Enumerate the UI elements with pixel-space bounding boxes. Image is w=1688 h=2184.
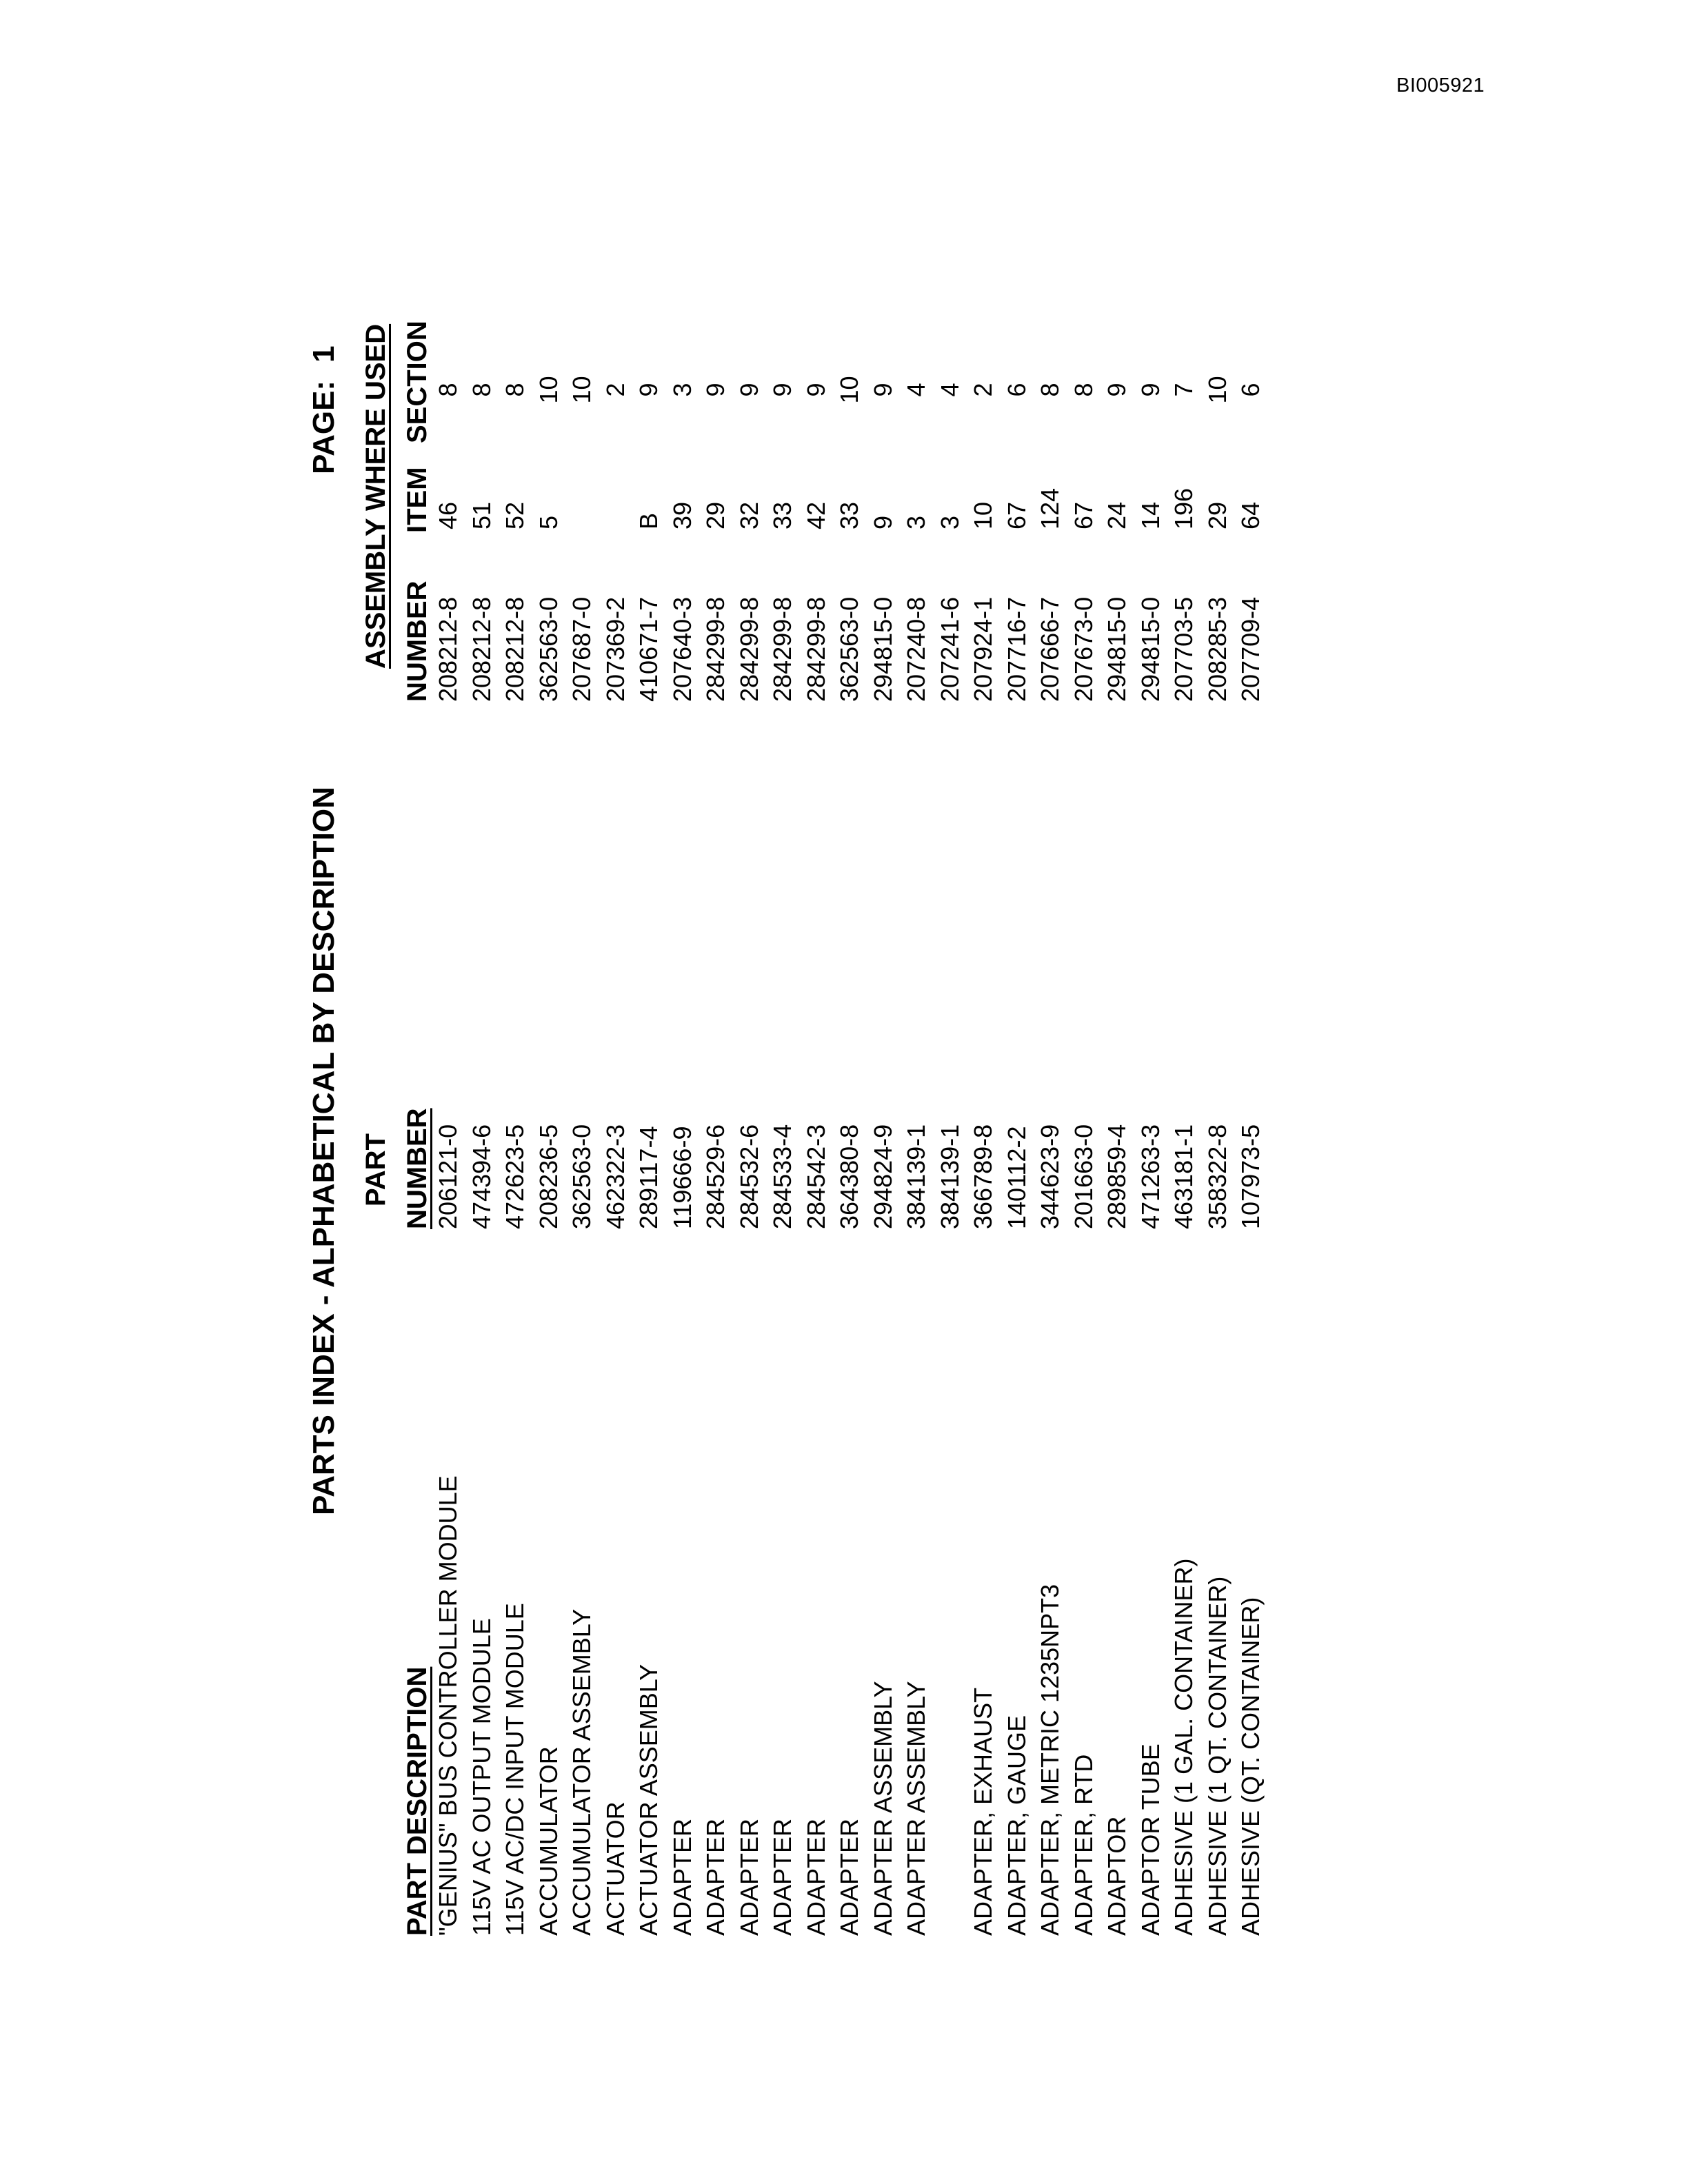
assembly-number-cell: 208285-3 bbox=[1203, 596, 1232, 702]
item-cell: 67 bbox=[1069, 501, 1098, 529]
part-number-cell: 284542-3 bbox=[801, 1124, 830, 1229]
section-cell: 8 bbox=[501, 383, 529, 397]
section-cell: 2 bbox=[601, 383, 630, 397]
item-cell: 3 bbox=[902, 515, 930, 529]
header-part: PART bbox=[361, 1133, 391, 1206]
part-description-cell: ACCUMULATOR ASSEMBLY bbox=[567, 1608, 596, 1936]
part-number-cell: 364380-8 bbox=[835, 1124, 863, 1229]
table-row bbox=[434, 226, 468, 1936]
part-number-cell: 384139-1 bbox=[902, 1124, 930, 1229]
table-row bbox=[1203, 226, 1237, 1936]
part-number-cell: 358322-8 bbox=[1203, 1124, 1232, 1229]
section-cell: 9 bbox=[1136, 383, 1165, 397]
assembly-number-cell: 208212-8 bbox=[434, 596, 462, 702]
assembly-number-cell: 284299-8 bbox=[768, 596, 796, 702]
part-description-cell: ACCUMULATOR bbox=[534, 1746, 563, 1936]
part-number-cell: 284532-6 bbox=[734, 1124, 763, 1229]
part-number-cell: 344623-9 bbox=[1036, 1124, 1064, 1229]
table-row bbox=[1136, 226, 1170, 1936]
part-description-cell: ADAPTOR bbox=[1103, 1816, 1131, 1936]
assembly-number-cell: 207369-2 bbox=[601, 596, 630, 702]
section-cell: 3 bbox=[667, 383, 696, 397]
page-label: PAGE: bbox=[307, 380, 341, 474]
header-part-number: NUMBER bbox=[402, 1108, 432, 1229]
section-cell: 10 bbox=[1203, 376, 1232, 404]
item-cell: 29 bbox=[701, 501, 730, 529]
table-row bbox=[1069, 226, 1103, 1936]
assembly-number-cell: 207687-0 bbox=[567, 596, 596, 702]
section-cell: 9 bbox=[634, 383, 663, 397]
section-cell: 10 bbox=[835, 376, 863, 404]
part-number-cell: 206121-0 bbox=[434, 1124, 462, 1229]
section-cell: 4 bbox=[935, 383, 964, 397]
part-description-cell: ADAPTER bbox=[835, 1818, 863, 1936]
part-description-cell: ACTUATOR bbox=[601, 1801, 630, 1936]
table-row bbox=[501, 226, 534, 1936]
item-cell: 64 bbox=[1236, 501, 1265, 529]
assembly-number-cell: 410671-7 bbox=[634, 596, 663, 702]
table-row bbox=[601, 226, 635, 1936]
item-cell: 24 bbox=[1103, 501, 1131, 529]
page-indicator bbox=[307, 345, 341, 474]
part-description-cell: ADAPTER, GAUGE bbox=[1002, 1715, 1031, 1936]
section-cell: 2 bbox=[969, 383, 997, 397]
section-cell: 6 bbox=[1002, 383, 1031, 397]
assembly-number-cell: 284299-8 bbox=[734, 596, 763, 702]
part-number-cell: 289859-4 bbox=[1103, 1124, 1131, 1229]
part-description-cell: ADAPTER bbox=[768, 1818, 796, 1936]
assembly-number-cell: 294815-0 bbox=[868, 596, 897, 702]
part-number-cell: 362563-0 bbox=[567, 1124, 596, 1229]
assembly-number-cell: 208212-8 bbox=[467, 596, 496, 702]
parts-index-sheet bbox=[307, 226, 1383, 1936]
table-row bbox=[701, 226, 735, 1936]
assembly-number-cell: 207240-8 bbox=[902, 596, 930, 702]
part-number-cell: 384139-1 bbox=[935, 1124, 964, 1229]
section-cell: 10 bbox=[534, 376, 563, 404]
table-row bbox=[668, 226, 702, 1936]
section-cell: 9 bbox=[734, 383, 763, 397]
assembly-number-cell: 208212-8 bbox=[501, 596, 529, 702]
header-assembly-number: NUMBER bbox=[402, 580, 432, 702]
assembly-number-cell: 207924-1 bbox=[969, 596, 997, 702]
section-cell: 9 bbox=[801, 383, 830, 397]
assembly-number-cell: 294815-0 bbox=[1103, 596, 1131, 702]
part-number-cell: 289117-4 bbox=[634, 1126, 663, 1229]
part-description-cell: ACTUATOR ASSEMBLY bbox=[634, 1664, 663, 1936]
part-description-cell: ADAPTER ASSEMBLY bbox=[868, 1681, 897, 1936]
part-description-cell: ADAPTER, EXHAUST bbox=[969, 1687, 997, 1936]
part-description-cell: ADHESIVE (1 GAL. CONTAINER) bbox=[1169, 1558, 1198, 1936]
section-cell: 6 bbox=[1236, 383, 1265, 397]
table-row bbox=[1169, 226, 1203, 1936]
part-description-cell: ADAPTER ASSEMBLY bbox=[902, 1681, 930, 1936]
item-cell: 10 bbox=[969, 501, 997, 529]
table-row bbox=[969, 226, 1003, 1936]
page-number: 1 bbox=[307, 345, 341, 363]
part-number-cell: 201663-0 bbox=[1069, 1124, 1098, 1229]
part-description-cell: ADAPTER, RTD bbox=[1069, 1754, 1098, 1936]
assembly-number-cell: 207241-6 bbox=[935, 596, 964, 702]
section-cell: 9 bbox=[868, 383, 897, 397]
assembly-number-cell: 207709-4 bbox=[1236, 596, 1265, 702]
part-number-cell: 474394-6 bbox=[467, 1124, 496, 1229]
part-description-cell: ADAPTER, METRIC 1235NPT3 bbox=[1036, 1584, 1064, 1936]
table-row bbox=[802, 226, 836, 1936]
document-id: BI005921 bbox=[1396, 74, 1485, 97]
part-number-cell: 119666-9 bbox=[667, 1126, 696, 1229]
part-number-cell: 463181-1 bbox=[1169, 1124, 1198, 1229]
table-row bbox=[1036, 226, 1069, 1936]
section-cell: 10 bbox=[567, 376, 596, 404]
part-number-cell: 284529-6 bbox=[701, 1124, 730, 1229]
part-description-cell: ADAPTOR TUBE bbox=[1136, 1743, 1165, 1936]
section-cell: 8 bbox=[467, 383, 496, 397]
item-cell: 46 bbox=[434, 501, 462, 529]
part-description-cell: ADAPTER bbox=[801, 1818, 830, 1936]
item-cell: 5 bbox=[534, 515, 563, 529]
assembly-number-cell: 362563-0 bbox=[534, 596, 563, 702]
assembly-number-cell: 284299-8 bbox=[801, 596, 830, 702]
table-row bbox=[1003, 226, 1036, 1936]
assembly-number-cell: 294815-0 bbox=[1136, 596, 1165, 702]
assembly-number-cell: 207640-3 bbox=[667, 596, 696, 702]
part-description-cell: ADAPTER bbox=[701, 1818, 730, 1936]
item-cell: 51 bbox=[467, 501, 496, 529]
section-cell: 8 bbox=[434, 383, 462, 397]
header-part-description: PART DESCRIPTION bbox=[402, 1666, 432, 1936]
part-description-cell: 115V AC/DC INPUT MODULE bbox=[501, 1603, 529, 1936]
part-number-cell: 284533-4 bbox=[768, 1124, 796, 1229]
part-number-cell: 107973-5 bbox=[1236, 1124, 1265, 1229]
table-row bbox=[534, 226, 568, 1936]
item-cell: 33 bbox=[835, 501, 863, 529]
part-number-cell: 471263-3 bbox=[1136, 1124, 1165, 1229]
table-row bbox=[468, 226, 501, 1936]
part-number-cell: 208236-5 bbox=[534, 1124, 563, 1229]
part-description-cell: "GENIUS" BUS CONTROLLER MODULE bbox=[434, 1475, 462, 1936]
assembly-number-cell: 207716-7 bbox=[1002, 596, 1031, 702]
table-row bbox=[869, 226, 903, 1936]
section-cell: 8 bbox=[1069, 383, 1098, 397]
item-cell: 52 bbox=[501, 501, 529, 529]
part-number-cell: 294824-9 bbox=[868, 1124, 897, 1229]
item-cell: 3 bbox=[935, 515, 964, 529]
part-description-cell: ADAPTER bbox=[734, 1818, 763, 1936]
item-cell: 67 bbox=[1002, 501, 1031, 529]
item-cell: 32 bbox=[734, 501, 763, 529]
table-row bbox=[768, 226, 802, 1936]
part-number-cell: 462322-3 bbox=[601, 1124, 630, 1229]
header-assembly-where-used: ASSEMBLY WHERE USED bbox=[361, 323, 391, 669]
section-cell: 7 bbox=[1169, 383, 1198, 397]
part-number-cell: 140112-2 bbox=[1002, 1126, 1031, 1229]
table-row bbox=[1103, 226, 1136, 1936]
item-cell: 9 bbox=[868, 515, 897, 529]
item-cell: 196 bbox=[1169, 487, 1198, 529]
assembly-number-cell: 207666-7 bbox=[1036, 596, 1064, 702]
section-cell: 9 bbox=[1103, 383, 1131, 397]
item-cell: 42 bbox=[801, 501, 830, 529]
section-cell: 8 bbox=[1036, 383, 1064, 397]
item-cell: 39 bbox=[667, 501, 696, 529]
page-title: PARTS INDEX - ALPHABETICAL BY DESCRIPTION bbox=[307, 787, 341, 1515]
table-row bbox=[902, 226, 936, 1936]
item-cell: B bbox=[634, 512, 663, 529]
parts-table bbox=[434, 226, 1270, 1936]
section-cell: 9 bbox=[701, 383, 730, 397]
table-row bbox=[567, 226, 601, 1936]
part-description-cell: 115V AC OUTPUT MODULE bbox=[467, 1618, 496, 1936]
item-cell: 14 bbox=[1136, 501, 1165, 529]
part-number-cell: 366789-8 bbox=[969, 1124, 997, 1229]
assembly-number-cell: 362563-0 bbox=[835, 596, 863, 702]
table-row bbox=[835, 226, 869, 1936]
table-row bbox=[735, 226, 769, 1936]
section-cell: 9 bbox=[768, 383, 796, 397]
part-number-cell: 472623-5 bbox=[501, 1124, 529, 1229]
part-description-cell: ADHESIVE (QT. CONTAINER) bbox=[1236, 1597, 1265, 1936]
part-description-cell: ADAPTER bbox=[667, 1818, 696, 1936]
header-section: SECTION bbox=[402, 321, 432, 443]
table-row bbox=[936, 226, 969, 1936]
table-row bbox=[634, 226, 668, 1936]
assembly-number-cell: 284299-8 bbox=[701, 596, 730, 702]
part-description-cell: ADHESIVE (1 QT. CONTAINER) bbox=[1203, 1576, 1232, 1936]
header-item: ITEM bbox=[402, 467, 432, 533]
assembly-number-cell: 207673-0 bbox=[1069, 596, 1098, 702]
section-cell: 4 bbox=[902, 383, 930, 397]
assembly-number-cell: 207703-5 bbox=[1169, 596, 1198, 702]
item-cell: 29 bbox=[1203, 501, 1232, 529]
table-row bbox=[1236, 226, 1270, 1936]
item-cell: 124 bbox=[1036, 487, 1064, 529]
item-cell: 33 bbox=[768, 501, 796, 529]
